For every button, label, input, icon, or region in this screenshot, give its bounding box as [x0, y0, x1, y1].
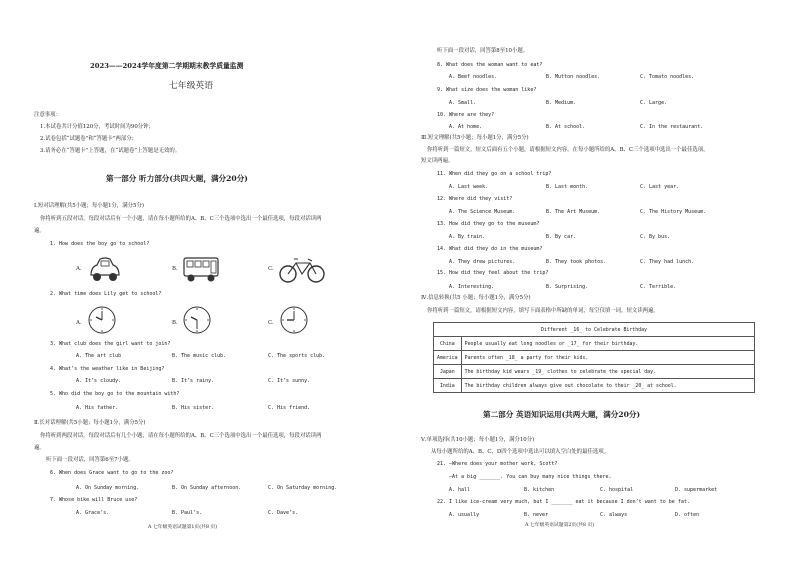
q15-option-a: A. Interesting. [449, 284, 495, 290]
question-14: 14. What did they do in the museum? [437, 246, 543, 252]
clock-icon [279, 305, 309, 335]
bus-icon [181, 254, 221, 284]
question-12: 12. Where did they visit? [437, 196, 513, 202]
section2-instruction-cont: 遍。 [34, 445, 45, 451]
question-5: 5. Who did the boy go to the mountain with? [50, 391, 180, 397]
question-13: 13. How did they go to the museum? [437, 221, 540, 227]
section2-subinstruction: 听下面一段对话，回答第6至7小题。 [46, 457, 134, 463]
section1-title: Ⅰ.短对话理解(共5小题；每小题1分，满分5分) [34, 203, 144, 209]
q4-option-b: B. It’s rainy. [172, 378, 215, 384]
section4-instruction: 你将听到一篇短文，请根据短文内容，填写下面表格中所缺的单词，每空仅填一词，短文读两遍。 [427, 308, 659, 314]
table-cell-country: America [434, 351, 462, 365]
q21-option-a: A. hall [449, 487, 471, 493]
section5-instruction: 从每小题所给的A、B、C、D四个选项中选出可以填入空白处的最佳选项。 [431, 449, 610, 455]
q14-option-a: A. They drew pictures. [449, 259, 516, 265]
question-6: 6. When does Grace want to go to the zoo? [50, 470, 174, 476]
question-9: 9. What size does the woman like? [437, 87, 537, 93]
q6-option-c: C. On Saturday morning. [268, 485, 338, 491]
q13-option-b: B. By car. [546, 234, 577, 240]
q10-option-c: C. In the restaurant. [640, 124, 704, 130]
q9-option-c: C. Large. [640, 100, 668, 106]
car-icon [87, 255, 123, 285]
q3-option-c: C. The sports club. [268, 353, 326, 359]
q21-option-d: D. supermarket [675, 487, 718, 493]
q15-option-c: C. Terrible. [640, 284, 677, 290]
q4-option-c: C. It’s sunny. [268, 378, 311, 384]
question-3: 3. What club does the girl want to join? [50, 341, 171, 347]
table-row [434, 351, 755, 365]
q1-option-b-label: B. [172, 266, 178, 272]
note-3: 3.请务必在“答题卡”上答题，在“试题卷”上答题是无效的。 [40, 148, 181, 154]
note-2: 2.试卷包括“试题卷”和“答题卡”两部分； [40, 136, 138, 142]
table-cell-country: India [434, 379, 462, 393]
listening-instruction: 听下面一段对话，回答第8至10小题。 [437, 48, 529, 54]
q7-option-a: A. Grace’s. [76, 510, 110, 516]
section1-instruction: 你将听到五段对话，每段对话后有一个小题，请在每小题所给的A、B、C三个选项中选出一个最佳选项，每段对话读两 [40, 216, 322, 222]
table-row [434, 365, 755, 379]
q14-option-c: C. They had lunch. [640, 259, 695, 265]
section4-title: Ⅳ.信息转换(共5 小题；每小题1分，满分5分) [421, 295, 531, 301]
q2-option-b-label: B. [172, 320, 178, 326]
part2-title: 第二部分 英语知识运用(共两大题，满分20分) [483, 410, 641, 419]
q5-option-b: B. His sister. [172, 405, 215, 411]
q12-option-a: A. The Science Museum. [449, 209, 516, 215]
clock-icon [87, 305, 117, 335]
section3-instruction-cont: 短文读两遍。 [421, 158, 454, 164]
q7-option-c: C. Dave’s. [268, 510, 299, 516]
table-cell-text: The birthday kid wears _19_ clothes to celebrate the special day. [461, 365, 754, 379]
q21-option-c: C. hospital [600, 487, 634, 493]
birthday-table [433, 322, 755, 393]
table-cell-text: The birthday children always give out chocolate to their _20_ at school. [461, 379, 754, 393]
exam-page-2 [397, 0, 794, 574]
q11-option-a: A. Last week. [449, 184, 489, 190]
q7-option-b: B. Paul’s. [172, 510, 203, 516]
question-8: 8. What does the woman want to eat? [437, 62, 543, 68]
q11-option-b: B. Last month. [546, 184, 589, 190]
section3-instruction: 你将听到一篇短文，短文后面有五个小题，请根据短文内容，在每小题所给的A、B、C三个选项中选出一个最佳选项， [427, 147, 709, 153]
question-1: 1. How does the boy go to school? [50, 241, 150, 247]
q1-option-a-label: A. [76, 266, 82, 272]
q2-option-c-label: C. [268, 320, 274, 326]
question-10: 10. Where are they? [437, 112, 495, 118]
part1-title: 第一部分 听力部分(共四大题，满分20分) [106, 174, 248, 183]
section2-title: Ⅱ.长对话理解(共5小题；每小题1分，满分5分) [34, 420, 146, 426]
q13-option-c: C. By bus. [640, 234, 671, 240]
section3-title: Ⅲ.短文理解(共5小题；每小题1分，满分5分) [421, 135, 529, 141]
question-15: 15. How did they feel about the trip? [437, 270, 549, 276]
q8-option-b: B. Mutton noodles. [546, 74, 601, 80]
q5-option-a: A. His father. [76, 405, 119, 411]
table-cell-country: China [434, 337, 462, 351]
q14-option-b: B. They took photos. [546, 259, 607, 265]
table-cell-country: Japan [434, 365, 462, 379]
question-21-line2: —At a big _______. You can buy many nice things there. [449, 474, 612, 480]
q10-option-b: B. At school. [546, 124, 586, 130]
q11-option-c: C. Last year. [640, 184, 680, 190]
exam-title: 2023——2024学年度第二学期期末教学质量监测 [90, 62, 244, 70]
q5-option-c: C. His friend. [268, 405, 311, 411]
q1-option-c-label: C. [268, 266, 274, 272]
q4-option-a: A. It’s cloudy. [76, 378, 122, 384]
subject-title: 七年级英语 [169, 81, 213, 91]
q22-option-d: D. often [675, 512, 700, 518]
q6-option-b: B. On Sunday afternoon. [172, 485, 242, 491]
q6-option-a: A. On Sunday morning. [76, 485, 140, 491]
table-title: Different _16_ to Celebrate Birthday [434, 323, 755, 337]
q9-option-b: B. Medium. [546, 100, 577, 106]
q8-option-c: C. Tomato noodles. [640, 74, 695, 80]
section1-instruction-cont: 遍。 [34, 228, 45, 234]
q12-option-c: C. The History Museum. [640, 209, 707, 215]
table-cell-text: Parents often _18_ a party for their kids. [461, 351, 754, 365]
q15-option-b: B. Surprising. [546, 284, 589, 290]
q9-option-a: A. Small. [449, 100, 477, 106]
page-footer: A 七年级英语试题第2页(共8 页) [525, 523, 595, 528]
section2-instruction: 你将听到两段对话，每段对话后有几个小题，请在每小题所给的A、B、C三个选项中选出一个最佳选项，每段对话读两 [40, 433, 322, 439]
bicycle-icon [278, 255, 326, 285]
q22-option-a: A. usually [449, 512, 480, 518]
table-cell-text: People usually eat long noodles or _17_ for their birthday. [461, 337, 754, 351]
q22-option-c: C. always [600, 512, 628, 518]
note-1: 1.本试卷共计分值120分，考试时间为90分钟； [40, 124, 154, 130]
question-21: 21. —Where does your mother work, Scott? [437, 461, 558, 467]
q2-option-a-label: A. [76, 320, 82, 326]
question-4: 4. What’s the weather like in Beijing? [50, 366, 165, 372]
q8-option-a: A. Beef noodles. [449, 74, 498, 80]
page-footer: A 七年级英语试题第1页(共8 页) [148, 525, 218, 530]
question-22: 22. I like ice-cream very much, but I _______ eat it because I don’t want to be fat. [437, 499, 690, 505]
clock-icon [182, 305, 212, 335]
q12-option-b: B. The Art Museum. [546, 209, 601, 215]
q13-option-a: A. By train. [449, 234, 486, 240]
q22-option-b: B. never [524, 512, 549, 518]
q21-option-b: B. kitchen [524, 487, 555, 493]
q3-option-b: B. The music club. [172, 353, 227, 359]
question-7: 7. Whose bike will Bruce use? [50, 497, 138, 503]
notes-heading: 注意事项： [34, 112, 61, 118]
question-11: 11. When did they go on a school trip? [437, 171, 552, 177]
table-row [434, 337, 755, 351]
q3-option-a: A. The art club [76, 353, 122, 359]
section5-title: Ⅴ.单项选择(共10小题；每小题1分，满分10分) [421, 437, 535, 443]
q10-option-a: A. At home. [449, 124, 483, 130]
table-row [434, 379, 755, 393]
question-2: 2. What time does Lily get to school? [50, 291, 162, 297]
